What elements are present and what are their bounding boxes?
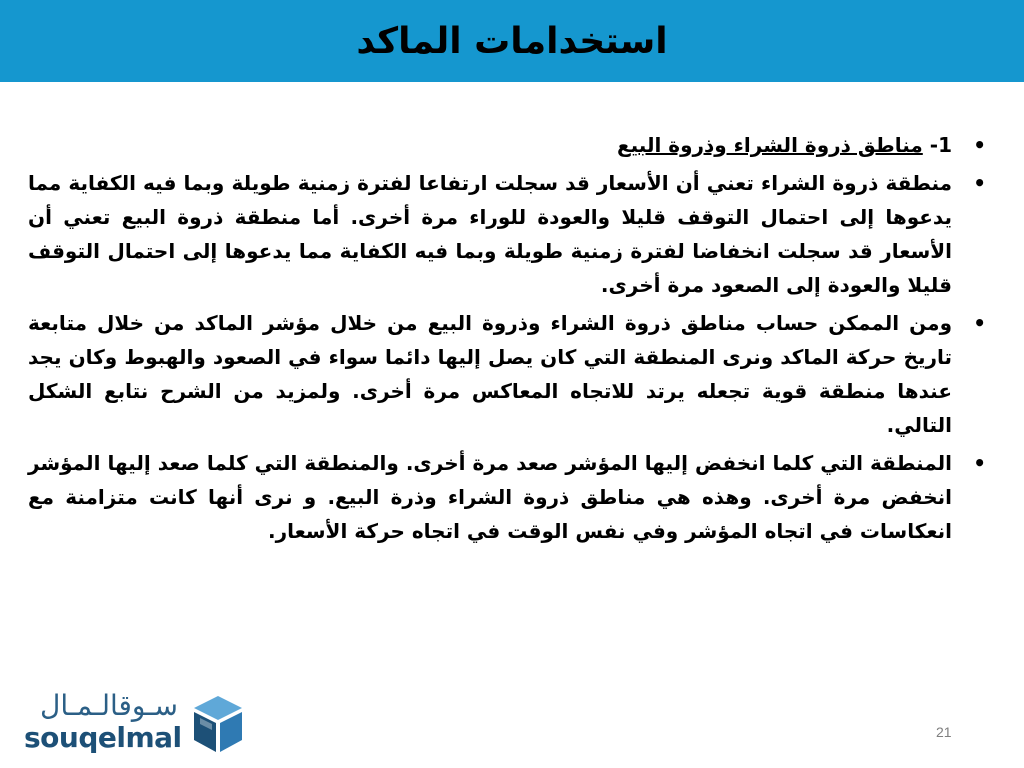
title-bar: [0, 0, 1024, 82]
bullet-paragraph-3: • المنطقة التي كلما انخفض إليها المؤشر صعد مرة أخرى. والمنطقة التي كلما صعد إليها المؤشر انخفض مرة أخرى. وهذه هي مناطق ذروة الشراء وذرة البيع. و نرى أنها كانت متزامنة مع انعكاسات في اتجاه المؤشر وفي نفس الوقت في اتجاه حركة الأسعار.: [28, 446, 990, 548]
bullet-heading: [28, 128, 990, 162]
heading-text: مناطق ذروة الشراء وذروة البيع: [616, 133, 923, 157]
heading-number: 1-: [929, 133, 952, 157]
bullet-list: [28, 128, 990, 548]
logo-english-text: souqelmal: [24, 721, 182, 754]
logo-arabic-text: سـوقالـمـال: [39, 689, 179, 722]
logo-cube-icon: [192, 694, 244, 754]
page-number: 21: [936, 724, 952, 740]
bullet-paragraph-2: • ومن الممكن حساب مناطق ذروة الشراء وذروة البيع من خلال مؤشر الماكد من خلال متابعة تاريخ حركة الماكد ونرى المنطقة التي كان يصل إليها دائما سواء في الصعود والهبوط وكان يجد عندها منطقة قوية تجعله يرتد للاتجاه المعاكس مرة أخرى. ولمزيد من الشرح نتابع الشكل التالي.: [28, 306, 990, 442]
bullet-paragraph-1: • منطقة ذروة الشراء تعني أن الأسعار قد سجلت ارتفاعا لفترة زمنية طويلة وبما فيه الكفاية مما يدعوها إلى احتمال التوقف قليلا والعودة للوراء مرة أخرى. أما منطقة ذروة البيع تعني أن الأسعار قد سجلت انخفاضا لفترة زمنية طويلة وبما فيه الكفاية مما يدعوها إلى احتمال التوقف قليلا والعودة إلى الصعود مرة أخرى.: [28, 166, 990, 302]
souqelmal-logo: [24, 688, 244, 760]
slide-content: [28, 128, 990, 552]
slide-title: استخدامات الماكد: [356, 20, 668, 62]
